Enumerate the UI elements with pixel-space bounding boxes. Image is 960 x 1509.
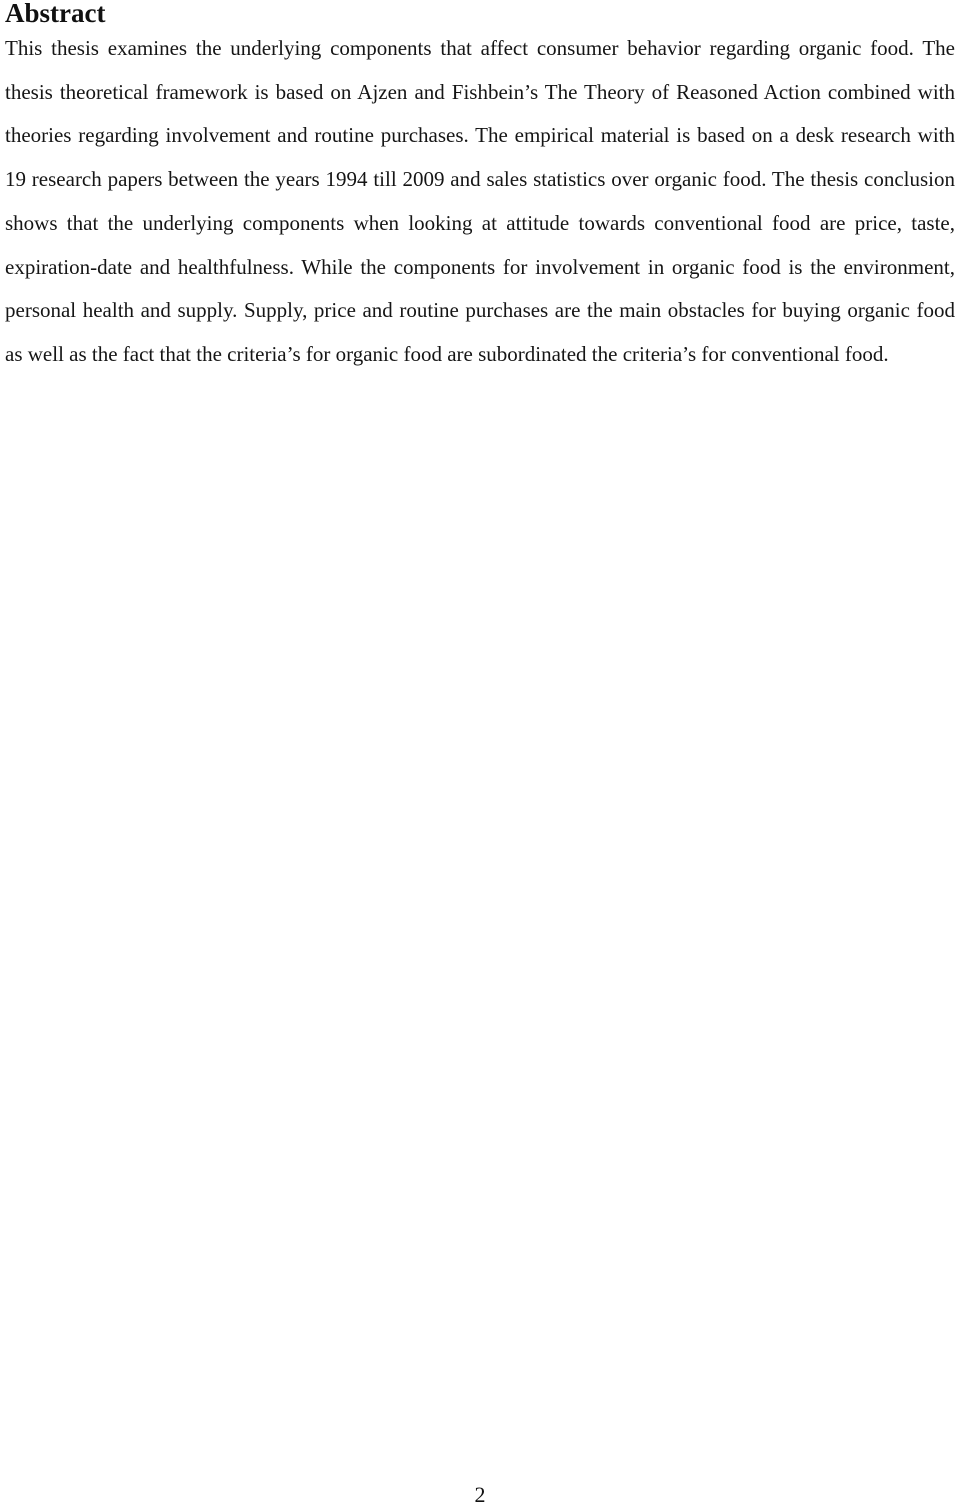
page-number: 2: [474, 1482, 486, 1507]
section-heading-abstract: Abstract: [5, 0, 106, 28]
abstract-paragraph: This thesis examines the underlying components that affect consumer behavior regarding organic food. The thesis theoretical framework is based on Ajzen and Fishbein’s The Theory of Reasoned Action combined with theories regarding involvement and routine purchases. The empirical material is based on a desk research with 19 research papers between the years 1994 till 2009 and sales statistics over organic food. The thesis conclusion shows that the underlying components when looking at attitude towards conventional food are price, taste, expiration-date and healthfulness. While the components for involvement in organic food is the environment, personal health and supply. Supply, price and routine purchases are the main obstacles for buying organic food as well as the fact that the criteria’s for organic food are subordinated the criteria’s for conventional food.: [5, 36, 955, 366]
